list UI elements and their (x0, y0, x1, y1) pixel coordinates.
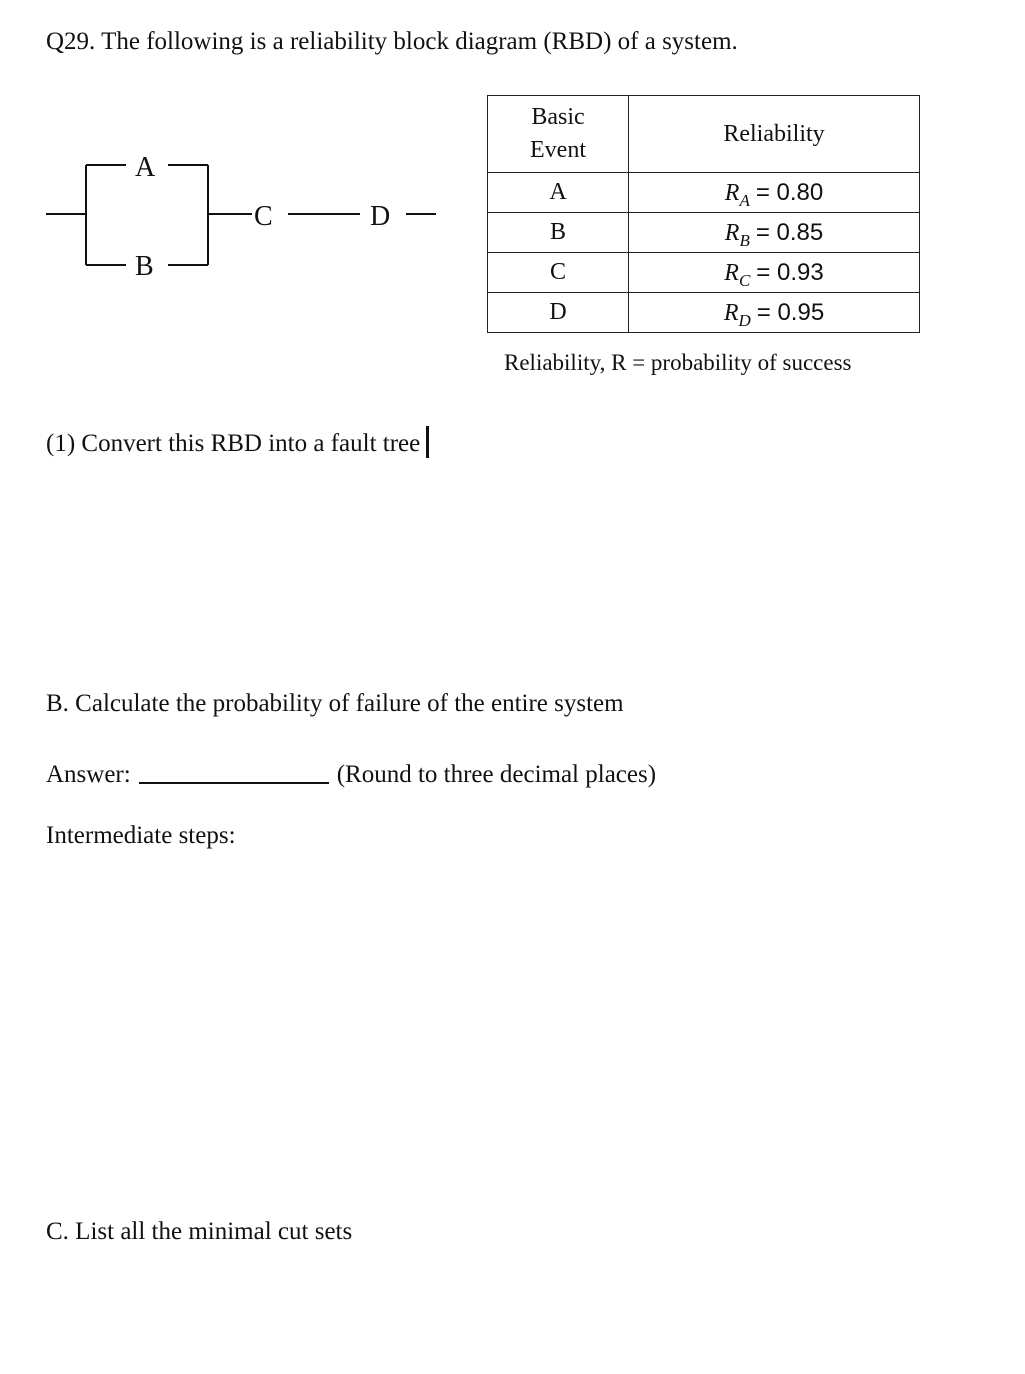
table-row (488, 253, 920, 293)
intermediate-steps-label: Intermediate steps: (46, 822, 236, 849)
table-row (488, 213, 920, 253)
table-row (488, 293, 920, 333)
event-cell: D (488, 293, 629, 333)
header-basic-event: Basic Event (488, 96, 629, 173)
header-reliability: Reliability (629, 96, 920, 173)
round-note: (Round to three decimal places) (336, 761, 657, 788)
reliability-cell: $R_C = 0.93$ (629, 253, 920, 293)
reliability-cell: $R_D = 0.95$ (629, 293, 920, 333)
table-caption: Reliability, R = probability of success (504, 350, 852, 375)
part1-prompt[interactable] (46, 426, 429, 458)
event-cell: C (488, 253, 629, 293)
reliability-cell: $R_B = 0.85$ (629, 213, 920, 253)
event-cell: B (488, 213, 629, 253)
table-row (488, 173, 920, 213)
reliability-block-diagram (40, 140, 460, 290)
partB-prompt: B. Calculate the probability of failure of the entire system (46, 690, 624, 717)
reliability-cell: $R_A = 0.80$ (629, 173, 920, 213)
reliability-table (487, 95, 920, 333)
rbd-block-a: A (135, 152, 156, 183)
rbd-block-c: C (254, 201, 273, 232)
text-cursor (426, 426, 429, 458)
question-title: Q29. The following is a reliability block diagram (RBD) of a system. (46, 28, 738, 55)
answer-blank[interactable] (139, 756, 329, 784)
rbd-block-d: D (370, 201, 391, 232)
rbd-block-b: B (135, 251, 154, 282)
part1-text: (1) Convert this RBD into a fault tree (46, 430, 421, 457)
answer-label: Answer: (46, 761, 131, 788)
answer-row (46, 756, 656, 789)
partC-prompt: C. List all the minimal cut sets (46, 1218, 353, 1245)
event-cell: A (488, 173, 629, 213)
